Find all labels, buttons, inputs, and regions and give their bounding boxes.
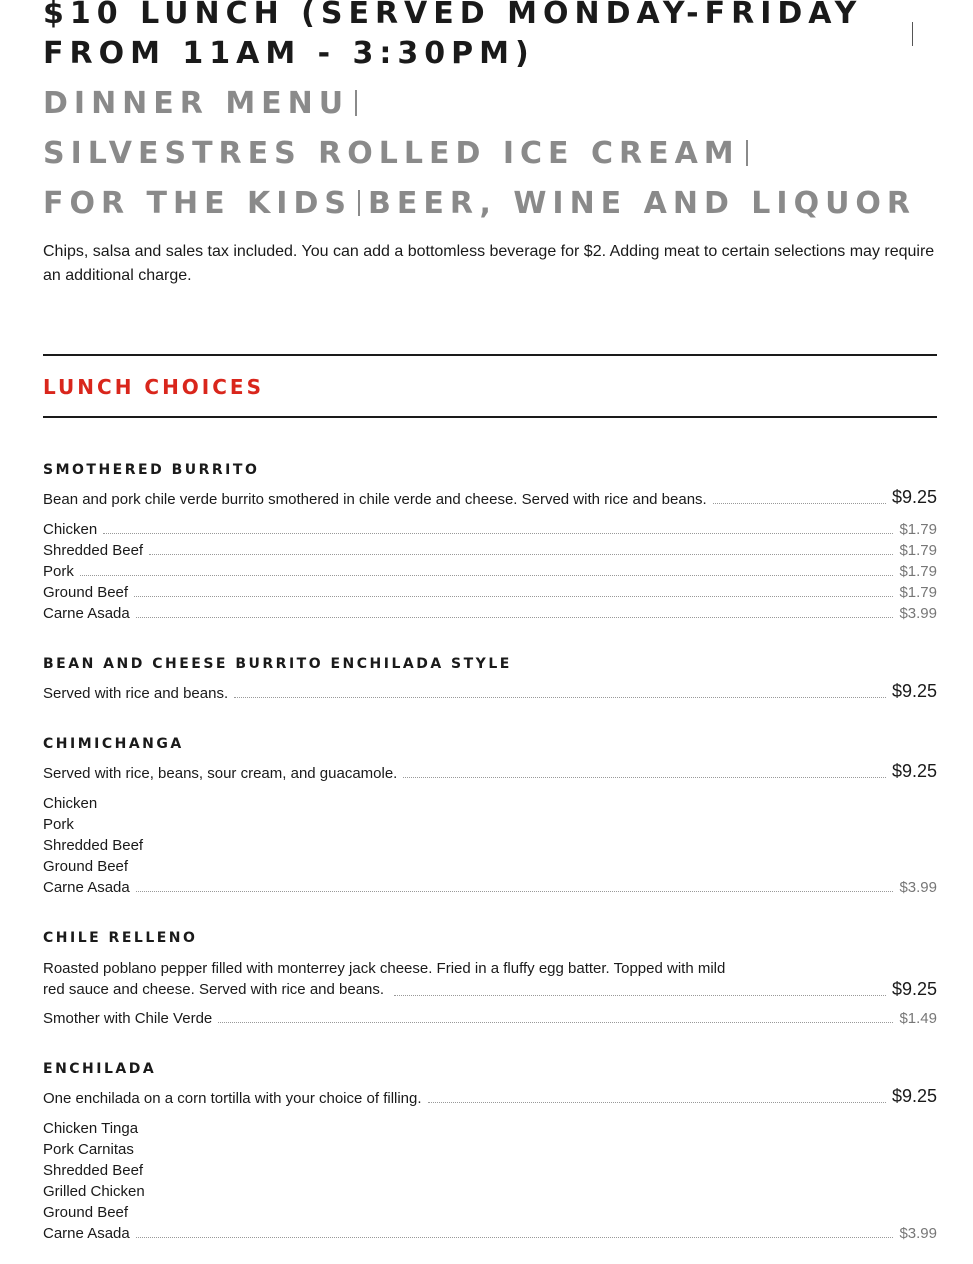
nav-link-kids[interactable]: FOR THE KIDS xyxy=(43,186,352,221)
nav-separator xyxy=(358,190,360,216)
item-title-enchilada: ENCHILADA xyxy=(43,1061,157,1077)
nav-row-1 xyxy=(43,84,943,124)
option-item: Shredded Beef xyxy=(43,837,144,854)
menu-item-row xyxy=(43,487,937,508)
addon-row: Chicken $1.79 xyxy=(43,521,937,538)
addon-row: Carne Asada $3.99 xyxy=(43,879,937,896)
divider xyxy=(43,354,937,356)
section-title: LUNCH CHOICES xyxy=(43,375,264,399)
addon-row: Smother with Chile Verde $1.49 xyxy=(43,1010,937,1027)
item-title-chimichanga: CHIMICHANGA xyxy=(43,736,184,752)
nav-separator xyxy=(355,90,357,116)
header-divider xyxy=(912,22,913,46)
option-item: Shredded Beef xyxy=(43,1162,144,1179)
item-description: Bean and pork chile verde burrito smothered in chile verde and cheese. Served with rice and beans. xyxy=(43,491,707,508)
nav-row-2 xyxy=(43,134,943,174)
option-item: Ground Beef xyxy=(43,858,129,875)
divider xyxy=(43,416,937,418)
item-price: $9.25 xyxy=(891,487,937,507)
addon-row: Ground Beef $1.79 xyxy=(43,584,937,601)
addon-row: Carne Asada $3.99 xyxy=(43,605,937,622)
option-item: Pork Carnitas xyxy=(43,1141,134,1158)
page-title: $10 LUNCH (SERVED MONDAY-FRIDAY FROM 11AM - 3:30PM) xyxy=(43,0,863,71)
item-title-chile-relleno: CHILE RELLENO xyxy=(43,930,198,946)
menu-item-row: Served with rice, beans, sour cream, and guacamole. $9.25 xyxy=(43,761,937,782)
item-title-smothered-burrito: SMOTHERED BURRITO xyxy=(43,462,260,478)
menu-item-row: Served with rice and beans. $9.25 xyxy=(43,681,937,702)
nav-link-dinner-menu[interactable]: DINNER MENU xyxy=(43,86,350,121)
menu-item-row: One enchilada on a corn tortilla with your choice of filling. $9.25 xyxy=(43,1086,937,1107)
menu-item-row: Roasted poblano pepper filled with monterrey jack cheese. Fried in a fluffy egg batter. Topped with mild red sauce and cheese. Served with rice and beans. $9.25 xyxy=(43,960,937,999)
nav-link-beer-wine[interactable]: BEER, WINE AND LIQUOR xyxy=(367,186,917,221)
item-title-bean-cheese-burrito: BEAN AND CHEESE BURRITO ENCHILADA STYLE xyxy=(43,656,512,672)
option-item: Pork xyxy=(43,816,74,833)
option-item: Grilled Chicken xyxy=(43,1183,145,1200)
nav-link-ice-cream[interactable]: SILVESTRES ROLLED ICE CREAM xyxy=(43,136,740,171)
intro-text: Chips, salsa and sales tax included. You can add a bottomless beverage for $2. Adding meat to certain selections may require an additional charge. xyxy=(43,243,935,284)
nav-separator xyxy=(746,140,748,166)
option-item: Chicken xyxy=(43,795,98,812)
option-item: Chicken Tinga xyxy=(43,1120,139,1137)
dot-leader xyxy=(713,502,886,504)
option-item: Ground Beef xyxy=(43,1204,129,1221)
addon-row: Pork $1.79 xyxy=(43,563,937,580)
addon-row: Shredded Beef $1.79 xyxy=(43,542,937,559)
addon-row: Carne Asada $3.99 xyxy=(43,1225,937,1242)
nav-row-3 xyxy=(43,184,943,224)
